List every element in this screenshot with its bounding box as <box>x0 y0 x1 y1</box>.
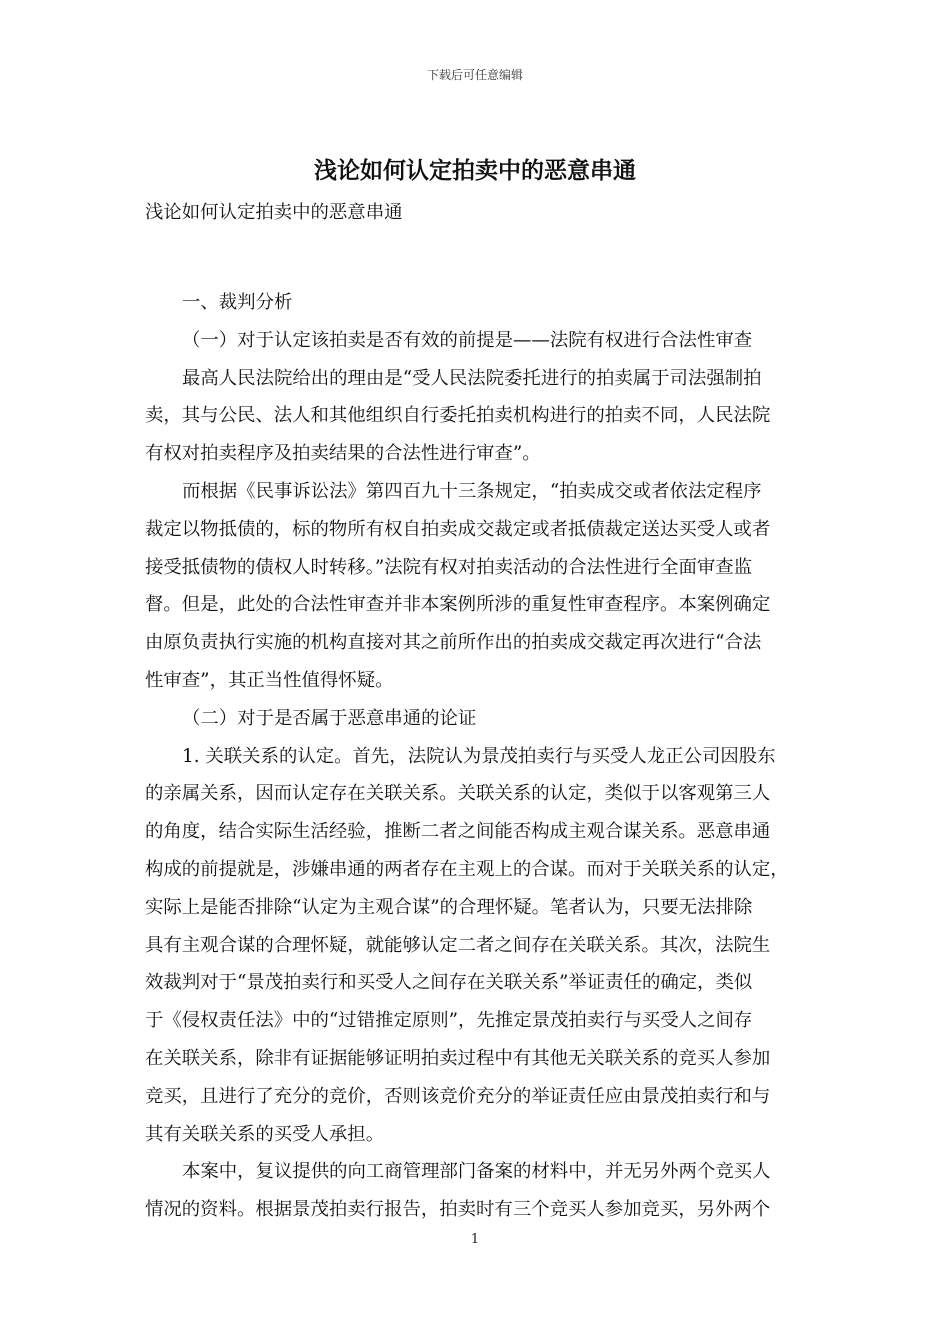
subsection-heading: （二）对于是否属于恶意串通的论证 <box>182 707 477 729</box>
paragraph-line: 有权对拍卖程序及拍卖结果的合法性进行审查”。 <box>145 443 541 465</box>
paragraph-line: 情况的资料。根据景茂拍卖行报告，拍卖时有三个竞买人参加竞买，另外两个 <box>145 1199 771 1221</box>
paragraph-line: 的亲属关系，因而认定存在关联关系。关联关系的认定，类似于以客观第三人 <box>145 783 771 805</box>
paragraph-line: 而根据《民事诉讼法》第四百九十三条规定，“拍卖成交或者依法定程序 <box>182 480 762 502</box>
header-note: 下载后可任意编辑 <box>426 68 523 82</box>
paragraph-line: 实际上是能否排除“认定为主观合谋”的合理怀疑。笔者认为，只要无法排除 <box>145 896 753 918</box>
paragraph-line: 卖，其与公民、法人和其他组织自行委托拍卖机构进行的拍卖不同，人民法院 <box>145 405 771 427</box>
section-heading: 一、裁判分析 <box>182 292 293 313</box>
paragraph-line: 接受抵债物的债权人时转移。”法院有权对拍卖活动的合法性进行全面审查监 <box>145 556 753 578</box>
paragraph-line: 本案中，复议提供的向工商管理部门备案的材料中，并无另外两个竞买人 <box>182 1161 771 1183</box>
paragraph-line: 的角度，结合实际生活经验，推断二者之间能否构成主观合谋关系。恶意串通 <box>145 821 771 843</box>
paragraph-line: 督。但是，此处的合法性审查并非本案例所涉的重复性审查程序。本案例确定 <box>145 594 771 616</box>
page-number: 1 <box>470 1232 480 1247</box>
text-block <box>145 284 813 1229</box>
subsection-heading: （一）对于认定该拍卖是否有效的前提是——法院有权进行合法性审查 <box>182 329 753 351</box>
paragraph-line: 性审查”，其正当性值得怀疑。 <box>145 669 394 691</box>
paragraph-line: 其有关联关系的买受人承担。 <box>145 1123 385 1145</box>
paragraph-line: 于《侵权责任法》中的“过错推定原则”，先推定景茂拍卖行与买受人之间存 <box>145 1010 753 1032</box>
paragraph-line: 竞买，且进行了充分的竞价，否则该竞价充分的举证责任应由景茂拍卖行和与 <box>145 1085 771 1107</box>
paragraph-line: 最高人民法院给出的理由是“受人民法院委托进行的拍卖属于司法强制拍 <box>182 367 762 389</box>
paragraph-line: 构成的前提就是，涉嫌串通的两者存在主观上的合谋。而对于关联关系的认定， <box>145 858 789 880</box>
paragraph-line: 1. 关联关系的认定。首先，法院认为景茂拍卖行与买受人龙正公司因股东 <box>182 745 776 767</box>
paragraph-line: 效裁判对于“景茂拍卖行和买受人之间存在关联关系”举证责任的确定，类似 <box>145 972 753 994</box>
paragraph-line: 裁定以物抵债的，标的物所有权自拍卖成交裁定或者抵债裁定送达买受人或者 <box>145 518 771 540</box>
paragraph-line: 在关联关系，除非有证据能够证明拍卖过程中有其他无关联关系的竞买人参加 <box>145 1047 771 1069</box>
paragraph-line: 具有主观合谋的合理怀疑，就能够认定二者之间存在关联关系。其次，法院生 <box>145 934 771 956</box>
document-title: 浅论如何认定拍卖中的恶意串通 <box>314 157 636 184</box>
document-subtitle: 浅论如何认定拍卖中的恶意串通 <box>145 202 403 223</box>
document-body <box>145 198 813 1229</box>
paragraph-line: 由原负责执行实施的机构直接对其之前所作出的拍卖成交裁定再次进行“合法 <box>145 632 762 654</box>
